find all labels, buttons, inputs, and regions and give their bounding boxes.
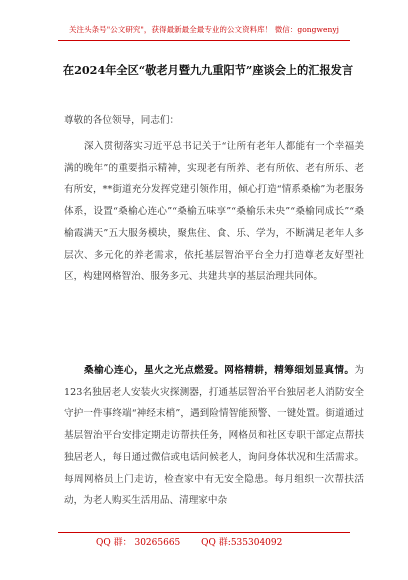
document-title: 在2024年全区“敬老月暨九九重阳节”座谈会上的汇报发言 <box>62 63 354 77</box>
footer-contact <box>96 536 316 550</box>
qq-group-1: QQ 群： 30265665 <box>96 538 181 548</box>
body-paragraph-2 <box>64 360 364 512</box>
qq-group-2: QQ 群:535304092 <box>201 538 283 548</box>
paragraph-lead-heading: 桑榆心连心，星火之光点燃爱。网格精耕，精筹细划显真情。 <box>84 365 355 376</box>
paragraph-body-text: 为123名独居老人安装火灾探测器，打通基层智治平台独居老人消防安全守护一件事终端“神经末梢”，遇到险情智能预警、一键处置。街道通过基层智治平台安排定期走访帮扶任务，网格员和社区专职干部定点帮扶独居老人，每日通过微信或电话问候老人，询问身体状况和生活需求。每周网格员上门走访，检查家中有无安全隐患。每月组织一次帮扶活动，为老人购买生活用品、清理家中杂 <box>64 365 364 507</box>
footer-divider <box>58 532 350 533</box>
header-divider <box>58 40 350 41</box>
header-notice: 关注头条号"公文研究"，获得最新最全最专业的公文资料库！ 微信：gongwenyj <box>68 25 340 34</box>
salutation: 尊敬的各位领导，同志们： <box>64 115 180 126</box>
body-paragraph-1: 深入贯彻落实习近平总书记关于“让所有老年人都能有一个幸福美满的晚年”的重要指示精神，实现老有所养、老有所依、老有所乐、老有所安，**街道充分发挥党建引领作用，倾心打造“情系桑榆”为老服务体系，设置“桑榆心连心”“桑榆五味享”“桑榆乐未央”“桑榆同成长”“桑榆霞满天”五大服务模块，聚焦住、食、乐、学为，不断满足老年人多层次、多元化的养老需求，依托基层智治平台全力打造尊老友好型社区，构建网格智治、服务多元、共建共享的基层治理共同体。 <box>64 141 364 283</box>
